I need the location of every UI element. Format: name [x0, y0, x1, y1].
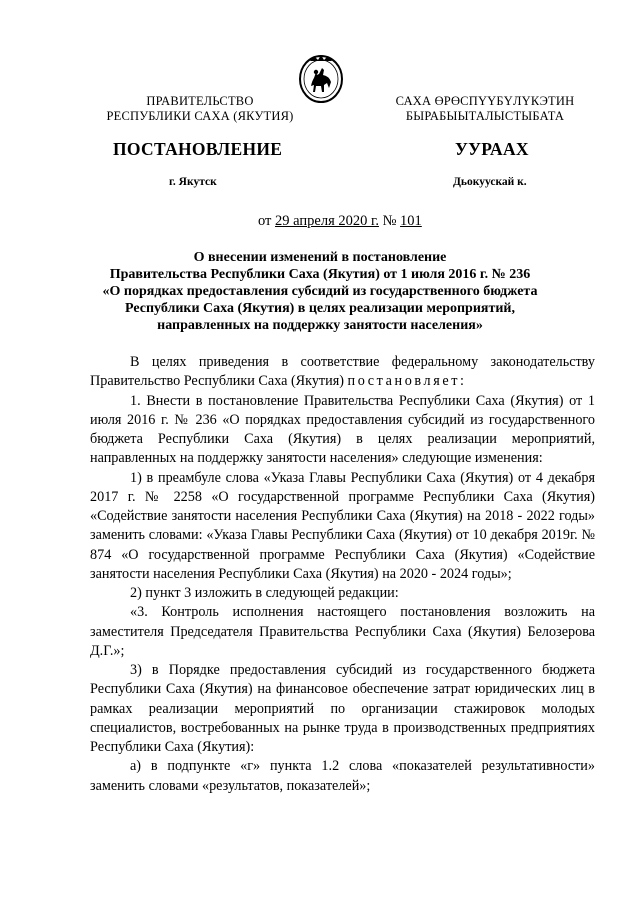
- org-name-sakha-line1: САХА ӨРӨСПҮҮБҮЛҮКЭТИН: [395, 94, 575, 108]
- document-body: [90, 353, 595, 796]
- paragraph-subitem-2: 2) пункт 3 изложить в следующей редакции:: [130, 585, 399, 601]
- city-russian: г. Якутск: [169, 176, 217, 188]
- number-sign: №: [378, 213, 401, 229]
- org-name-ru-line2: РЕСПУБЛИКИ САХА (ЯКУТИЯ): [106, 109, 294, 123]
- paragraph-item-1: 1. Внести в постановление Правительства Республики Саха (Якутия) от 1 июля 2016 г. № 236 «О порядках предоставления субсидий из государственного бюджета Республики Саха (Якутия) в целях реализации мероприятий, направленных на поддержку занятости населения» следующие изменения:: [90, 392, 595, 467]
- org-name-russian: [95, 94, 305, 124]
- doc-type-russian: ПОСТАНОВЛЕНИЕ: [113, 139, 283, 159]
- paragraph-subitem-1: 1) в преамбуле слова «Указа Главы Республики Саха (Якутия) от 4 декабря 2017 г. № 2258 «О государственной программе Республики Саха (Якутия) «Содействие занятости населения Республики Саха (Якутия) на 2018 - 2022 годы» заменить словами: «Указа Главы Республики Саха (Якутия) от 10 декабря 2019г. № 874 «О государственной программе Республики Саха (Якутия) «Содействие занятости населения Республики Саха (Якутия) на 2020 - 2024 годы»;: [90, 469, 595, 582]
- paragraph-preamble: [90, 353, 595, 392]
- org-name-sakha: [370, 94, 600, 124]
- subject-line: Республики Саха (Якутия) в целях реализации мероприятий,: [125, 301, 515, 316]
- paragraph-subitem-3: 3) в Порядке предоставления субсидий из государственного бюджета Республики Саха (Якутия) на финансовое обеспечение затрат юридических лиц в рамках реализации мероприятий по организации стажировок молодых специалистов, востребованных на рынке труда в производственных предприятиях Республики Саха (Якутия):: [90, 662, 595, 755]
- subject-line: Правительства Республики Саха (Якутия) от 1 июля 2016 г. № 236: [109, 267, 531, 282]
- org-name-sakha-line2: БЫРАБЫЫТАЛЫСТЫБАТА: [405, 109, 565, 123]
- subject-line: «О порядках предоставления субсидий из государственного бюджета: [102, 284, 538, 299]
- paragraph-subitem-a: а) в подпункте «г» пункта 1.2 слова «показателей результативности» заменить словами «результатов, показателей»;: [90, 758, 595, 794]
- subject-line: О внесении изменений в постановление: [193, 250, 447, 265]
- subject-line: направленных на поддержку занятости населения»: [157, 318, 483, 333]
- paragraph-quote-item-3: «3. Контроль исполнения настоящего постановления возложить на заместителя Председателя Правительства Республики Саха (Якутия) Белозерова Д.Г.»;: [90, 604, 595, 659]
- preamble-text: В целях приведения в соответствие федеральному законодательству Правительство Республики Саха (Якутия): [90, 354, 595, 390]
- resolves-word: постановляет:: [347, 373, 467, 390]
- date-number-line: [258, 213, 422, 230]
- document-date: 29 апреля 2020 г.: [275, 213, 379, 229]
- coat-of-arms-emblem: [298, 52, 344, 104]
- doc-type-sakha: УУРААХ: [455, 139, 529, 159]
- document-subject: [0, 249, 640, 334]
- document-number: 101: [400, 213, 422, 229]
- city-sakha: Дьокуускай к.: [453, 176, 527, 188]
- date-prefix: от: [258, 213, 276, 229]
- org-name-ru-line1: ПРАВИТЕЛЬСТВО: [146, 94, 254, 108]
